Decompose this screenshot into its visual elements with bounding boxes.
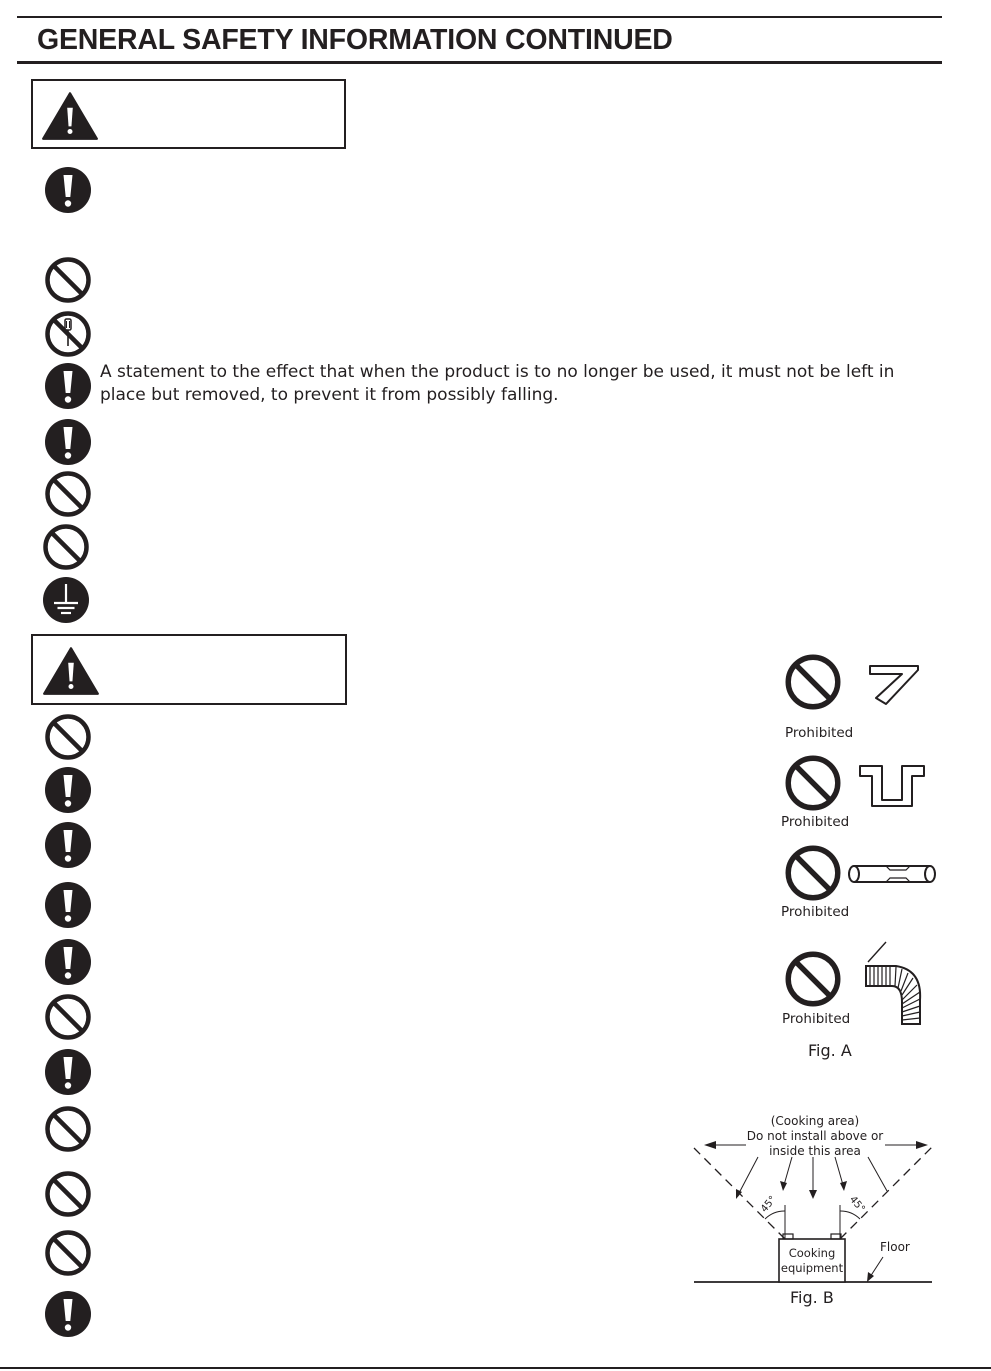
prohibition-icon (44, 993, 92, 1041)
prohibited-label: Prohibited (782, 1011, 851, 1027)
prohibited-label: Prohibited (781, 814, 850, 830)
mandatory-action-icon (44, 938, 92, 986)
prohibition-icon (42, 523, 90, 571)
ground-icon (42, 576, 90, 624)
warning-box (31, 79, 346, 149)
prohibition-icon (44, 256, 92, 304)
prohibition-icon (784, 653, 842, 711)
mandatory-action-icon (44, 1048, 92, 1096)
floor-label: Floor (880, 1240, 910, 1254)
prohibited-label: Prohibited (785, 725, 854, 741)
prohibited-label: Prohibited (781, 904, 850, 920)
prohibition-icon (44, 713, 92, 761)
prohibition-icon (784, 844, 842, 902)
caution-box (31, 634, 347, 705)
mandatory-action-icon (44, 821, 92, 869)
warning-triangle-icon (42, 646, 100, 696)
prohibition-icon (44, 470, 92, 518)
header-top-rule (17, 16, 942, 18)
bent-duct-icon (866, 662, 922, 708)
prohibition-icon (44, 1229, 92, 1277)
equipment-label: Cooking (788, 1246, 836, 1260)
mandatory-action-icon (44, 766, 92, 814)
cooking-area-label: (Cooking area) (770, 1114, 860, 1128)
u-trap-duct-icon (856, 762, 928, 810)
equipment-label: equipment (780, 1261, 844, 1275)
header-bottom-rule (17, 61, 942, 64)
mandatory-action-icon (44, 881, 92, 929)
page-title: GENERAL SAFETY INFORMATION CONTINUED (37, 24, 673, 56)
mandatory-action-icon (44, 418, 92, 466)
mandatory-action-icon (44, 1290, 92, 1338)
prohibition-icon (784, 754, 842, 812)
figure-a-caption: Fig. A (808, 1041, 852, 1060)
page-bottom-rule (0, 1367, 991, 1369)
do-not-disassemble-icon (44, 310, 92, 358)
cooking-area-warning: inside this area (769, 1144, 861, 1158)
angle-label: 45° (758, 1194, 779, 1215)
mandatory-action-icon (44, 166, 92, 214)
prohibition-icon (784, 950, 842, 1008)
cooking-area-warning: Do not install above or (746, 1129, 884, 1143)
figure-b-caption: Fig. B (790, 1288, 834, 1307)
angle-label: 45° (846, 1194, 867, 1215)
prohibition-icon (44, 1105, 92, 1153)
warning-triangle-icon (41, 91, 99, 141)
mandatory-action-icon (44, 362, 92, 410)
figure-b (680, 1105, 950, 1315)
extended-duct-icon (846, 862, 938, 886)
flexible-duct-icon (856, 940, 928, 1030)
prohibition-icon (44, 1170, 92, 1218)
removal-statement: A statement to the effect that when the product is to no longer be used, it must not be left in place but removed, to prevent it from possibly falling. (100, 362, 895, 405)
figure-a (770, 640, 950, 1070)
